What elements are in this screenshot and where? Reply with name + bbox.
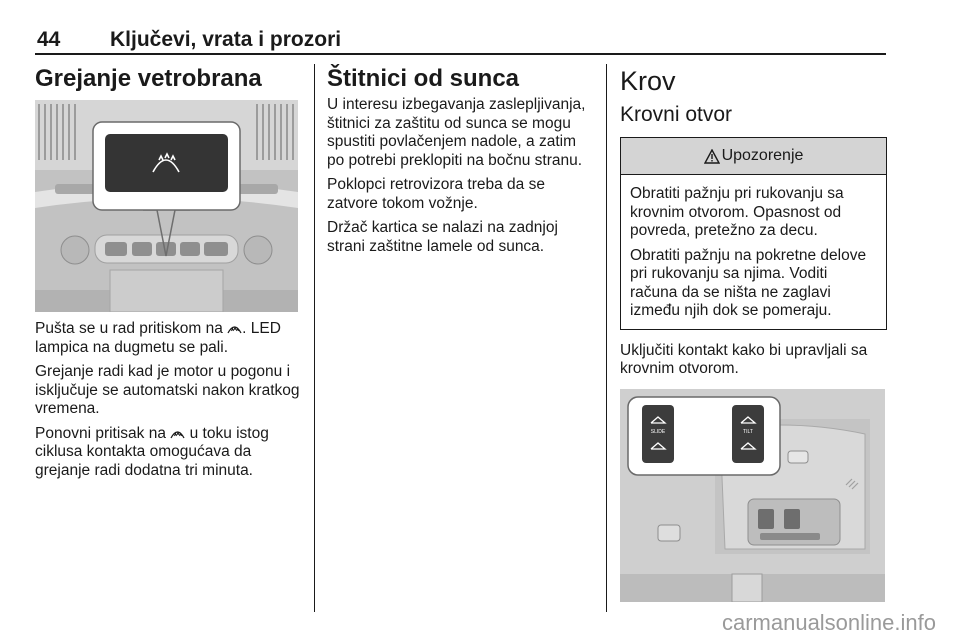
paragraph-visor-3: Držač kartica se nalazi na zadnjoj strani zaštitne lamele od sunca. xyxy=(327,219,558,255)
column-divider-2 xyxy=(606,64,607,612)
paragraph-auto-off: Grejanje radi kad je motor u pogonu i isključuje se automatski nakon kratkog vremena. xyxy=(35,363,300,417)
page-number: 44 xyxy=(37,28,61,51)
warning-triangle-icon xyxy=(704,149,720,164)
warning-body xyxy=(621,175,886,329)
warning-box xyxy=(620,137,887,330)
watermark: carmanualsonline.info xyxy=(721,610,936,635)
section-heading-windshield-heating: Grejanje vetrobrana xyxy=(35,65,262,92)
windshield-heat-icon xyxy=(227,323,242,334)
section-heading-sun-visors: Štitnici od sunca xyxy=(327,65,520,92)
roof-console-illustration xyxy=(620,389,885,602)
windshield-heating-figure xyxy=(35,100,298,312)
tilt-button-label: TILT xyxy=(743,428,753,435)
header-rule xyxy=(35,53,886,55)
section-heading-sunroof: Krovni otvor xyxy=(620,103,733,126)
paragraph-repeat: Ponovni pritisak na u toku istog ciklusa kontakta omogućava da grejanje radi dodatna tri minuta. xyxy=(35,424,269,479)
slide-button-label: SLIDE xyxy=(650,428,666,435)
paragraph-visor-1: U interesu izbegavanja zaslepljivanja, štitnici za zaštitu od sunca se mogu spustiti povlačenjem nadole, a zatim po potrebi preklopiti na bočnu stranu. xyxy=(327,96,586,169)
warning-header xyxy=(621,138,886,175)
header-title: Ključevi, vrata i prozori xyxy=(110,28,342,51)
warning-paragraph-1: Obratiti pažnju pri rukovanju sa krovnim otvorom. Opasnost od povreda, pretežno za decu. xyxy=(630,185,844,239)
paragraph-visor-2: Poklopci retrovizora treba da se zatvore tokom vožnje. xyxy=(327,176,545,212)
dashboard-illustration xyxy=(35,100,298,312)
column-sun-visors xyxy=(327,64,595,256)
chapter-heading-roof: Krov xyxy=(620,66,676,96)
paragraph-activation: Pušta se u rad pritiskom na . LED lampica na dugmetu se pali. xyxy=(35,320,281,356)
sunroof-controls-figure xyxy=(620,389,885,602)
warning-paragraph-2: Obratiti pažnju na pokretne delove pri rukovanju sa njima. Voditi računa da se ništa ne zaglavi između njih dok se pomeraju. xyxy=(630,246,867,319)
warning-title: Upozorenje xyxy=(721,147,804,164)
column-windshield-heating xyxy=(35,64,301,480)
paragraph-ignition: Uključiti kontakt kako bi upravljali sa krovnim otvorom. xyxy=(620,341,868,377)
windshield-heat-icon xyxy=(170,428,185,439)
column-roof xyxy=(620,64,887,602)
column-divider-1 xyxy=(314,64,315,612)
